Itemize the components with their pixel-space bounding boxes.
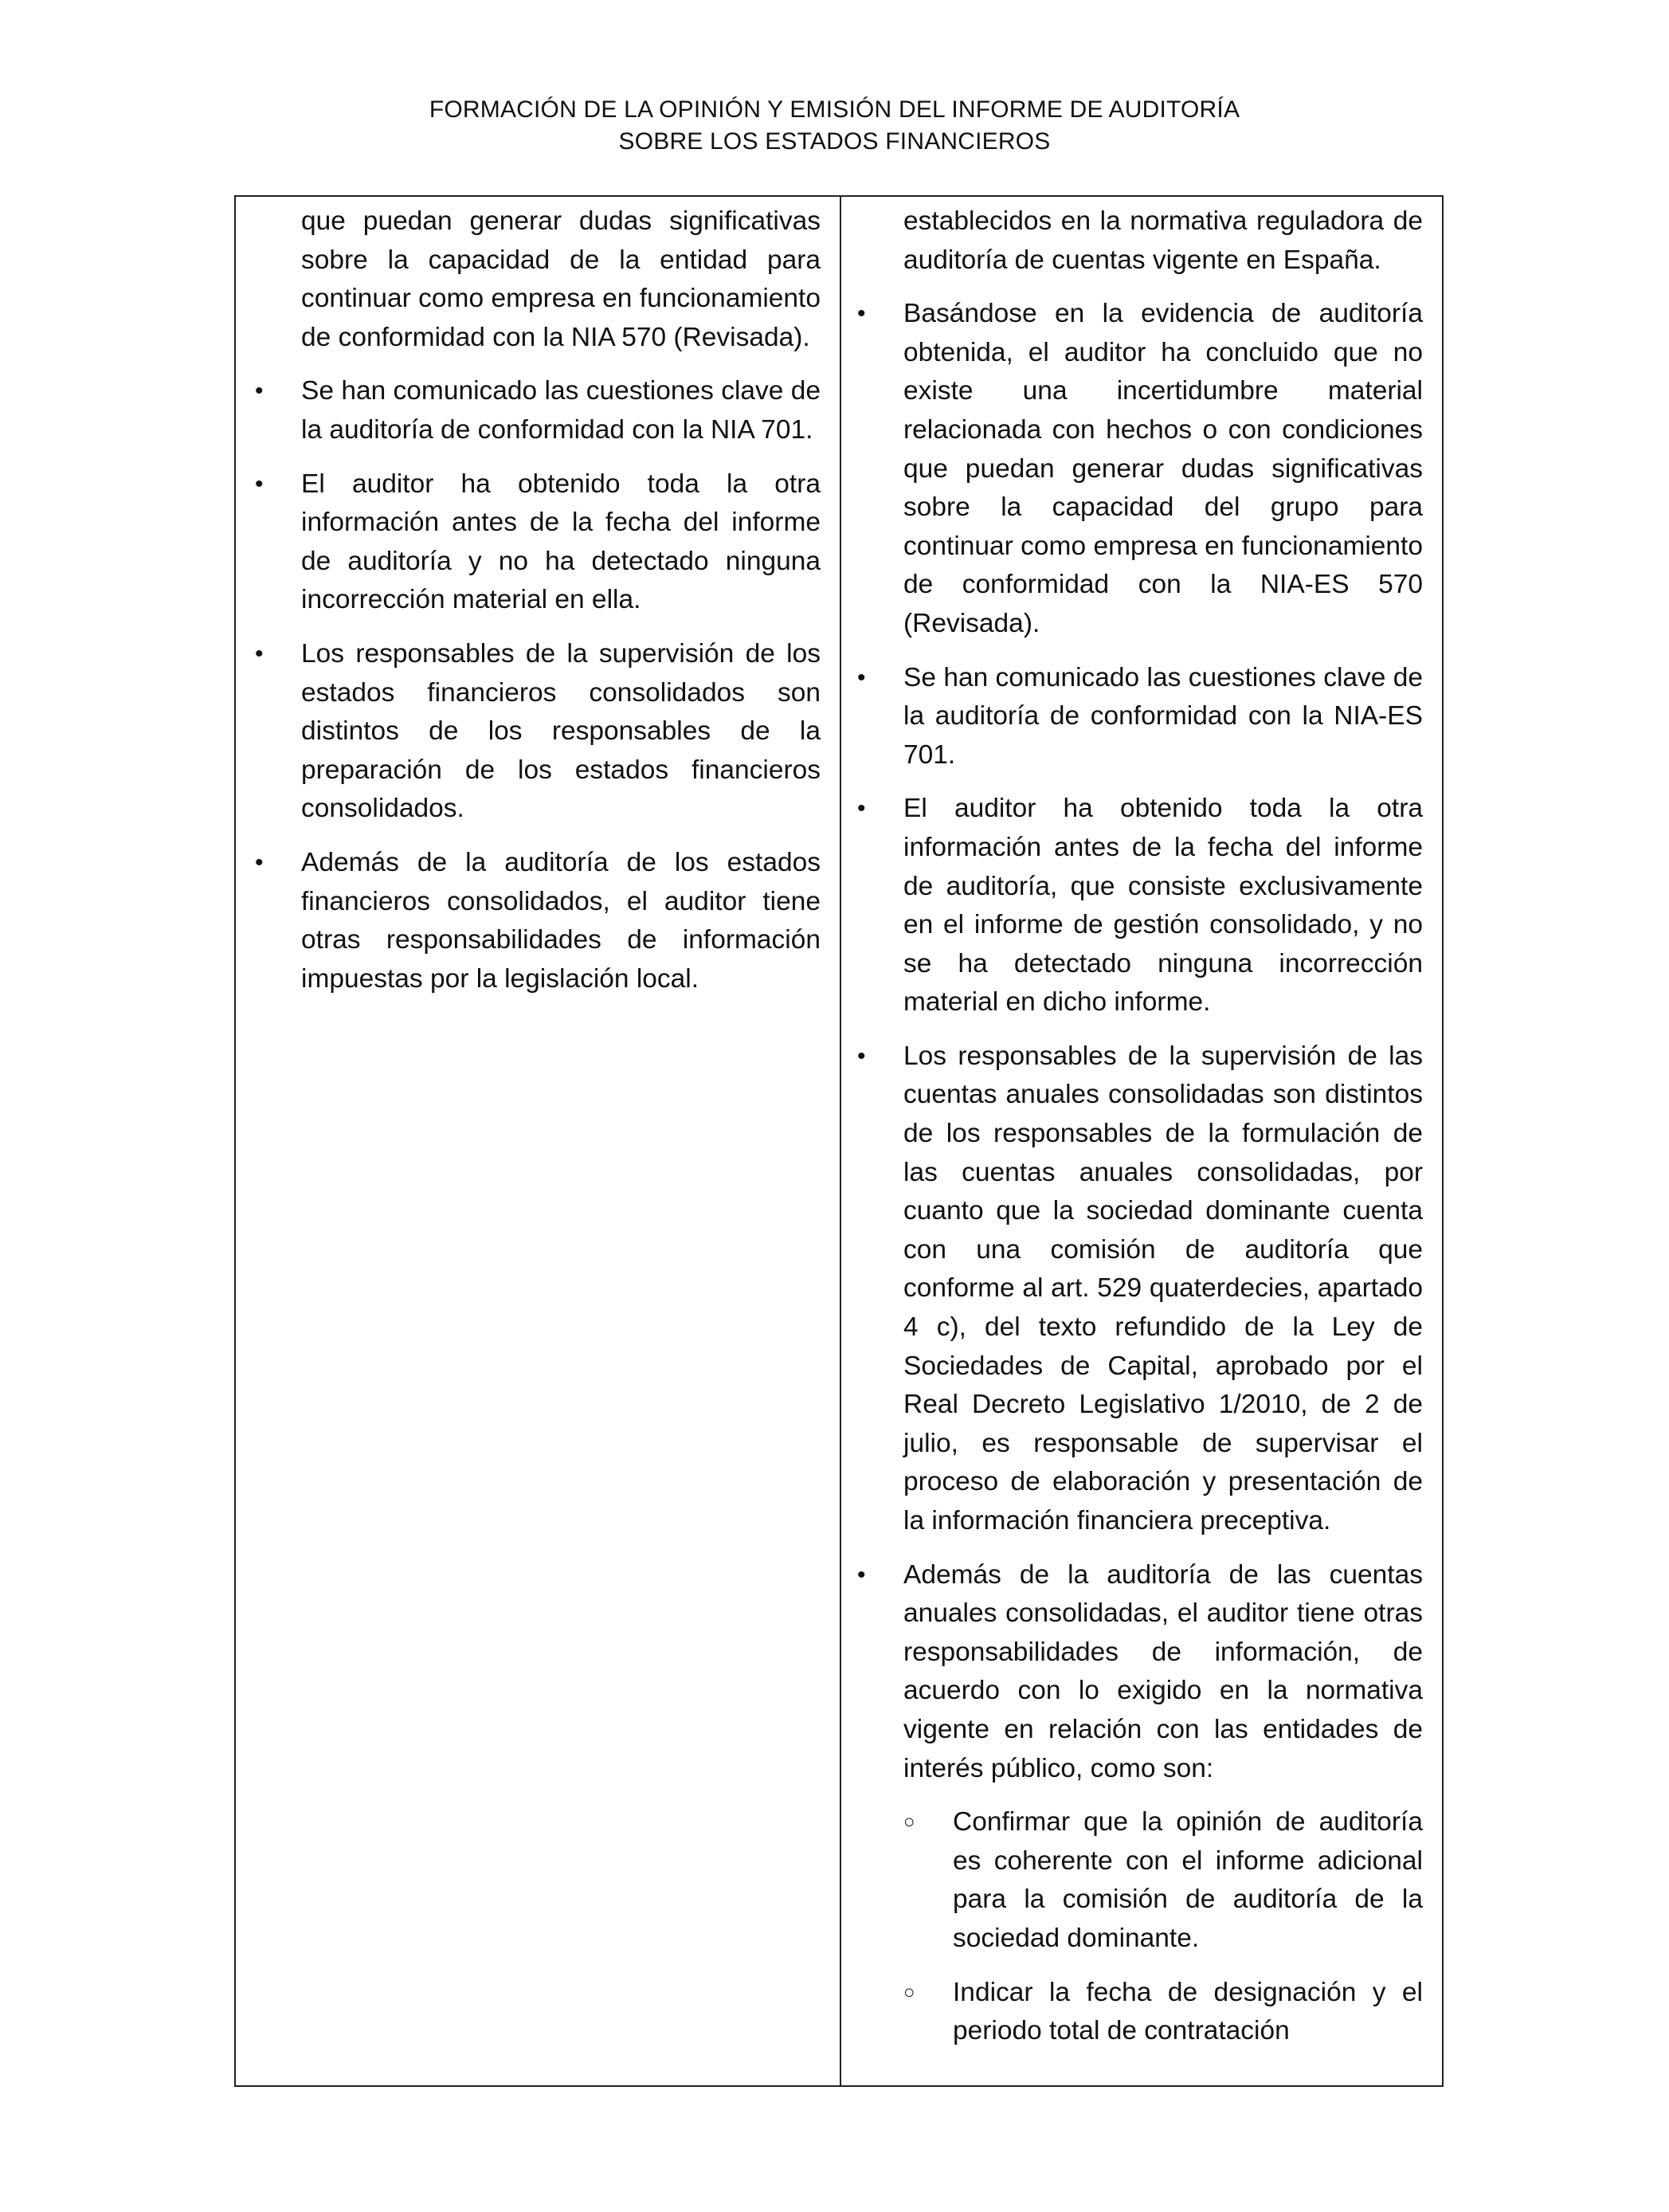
left-bullet-text: Se han comunicado las cuestiones clave de la auditoría de conformidad con la NIA 701. [301, 376, 821, 445]
left-column [236, 197, 841, 2085]
left-bullet-item [255, 844, 821, 998]
left-bullet-item [255, 372, 821, 449]
bullet-icon: • [857, 795, 866, 822]
left-bullet-item [255, 635, 821, 829]
right-bullet-text: Además de la auditoría de las cuentas anuales consolidadas, el auditor tiene otras responsabilidades de información, de acuerdo con lo exigido en la normativa vigente en relación con las entidades de interés público, como son: [903, 1559, 1423, 1783]
comparison-table [234, 195, 1444, 2087]
bullet-icon: • [255, 849, 264, 876]
left-bullet-item [255, 465, 821, 620]
right-bullet-item [857, 659, 1423, 775]
right-bullet-text: Basándose en la evidencia de auditoría obtenida, el auditor ha concluido que no existe una incertidumbre material relacionada con hechos o con condiciones que puedan generar dudas significativas sobre la capacidad del grupo para continuar como empresa en funcionamiento de conformidad con la NIA-ES 570 (Revisada). [903, 299, 1423, 638]
right-bullet-text: Se han comunicado las cuestiones clave de la auditoría de conformidad con la NIA-ES 701. [903, 662, 1423, 770]
right-sub-bullet-item [857, 1974, 1423, 2051]
bullet-icon: • [857, 1042, 866, 1069]
right-continuation-text: establecidos en la normativa reguladora de auditoría de cuentas vigente en España. [903, 206, 1423, 275]
bullet-icon: • [255, 378, 264, 405]
bullet-icon: • [857, 1561, 866, 1588]
right-bullet-item [857, 1037, 1423, 1541]
left-bullet-text: El auditor ha obtenido toda la otra información antes de la fecha del informe de auditoría y no ha detectado ninguna incorrección material en ella. [301, 469, 821, 615]
bullet-icon: • [857, 300, 866, 327]
header-title-line-2: SOBRE LOS ESTADOS FINANCIEROS [618, 128, 1051, 155]
right-bullet-item [857, 295, 1423, 643]
bullet-icon: • [255, 640, 264, 667]
circle-bullet-icon: ○ [903, 1811, 915, 1834]
left-bullet-text: Los responsables de la supervisión de los estados financieros consolidados son distintos de los responsables de la preparación de los estados financieros consolidados. [301, 638, 821, 824]
right-bullet-text: El auditor ha obtenido toda la otra información antes de la fecha del informe de auditoría, que consiste exclusivamente en el informe de gestión consolidado, y no se ha detectado ninguna incorrección material en dicho informe. [903, 794, 1423, 1018]
left-continuation-text: que puedan generar dudas significativas sobre la capacidad de la entidad para continuar como empresa en funcionamiento de conformidad con la NIA 570 (Revisada). [301, 206, 821, 352]
page-header [0, 94, 1669, 158]
header-title-line-1: FORMACIÓN DE LA OPINIÓN Y EMISIÓN DEL INFORME DE AUDITORÍA [429, 96, 1240, 123]
right-bullet-text: Los responsables de la supervisión de las cuentas anuales consolidadas son distintos de los responsables de la formulación de las cuentas anuales consolidadas, por cuanto que la sociedad dominante cuenta con una comisión de auditoría que conforme al art. 529 quaterdecies, apartado 4 c), del texto refundido de la Ley de Sociedades de Capital, aprobado por el Real Decreto Legislativo 1/2010, de 2 de julio, es responsable de supervisar el proceso de elaboración y presentación de la información financiera preceptiva. [903, 1041, 1423, 1535]
bullet-icon: • [857, 664, 866, 691]
right-sub-bullet-text: Confirmar que la opinión de auditoría es coherente con el informe adicional para la comisión de auditoría de la sociedad dominante. [953, 1807, 1423, 1953]
right-bullet-item [857, 1556, 1423, 1789]
right-column [841, 197, 1442, 2085]
circle-bullet-icon: ○ [903, 1981, 915, 2003]
right-sub-bullet-item [857, 1803, 1423, 1958]
right-sub-bullet-text: Indicar la fecha de designación y el periodo total de contratación [953, 1977, 1423, 2046]
left-bullet-text: Además de la auditoría de los estados financieros consolidados, el auditor tiene otras responsabilidades de información impuestas por la legislación local. [301, 847, 821, 994]
bullet-icon: • [255, 470, 264, 497]
right-bullet-item [857, 790, 1423, 1022]
